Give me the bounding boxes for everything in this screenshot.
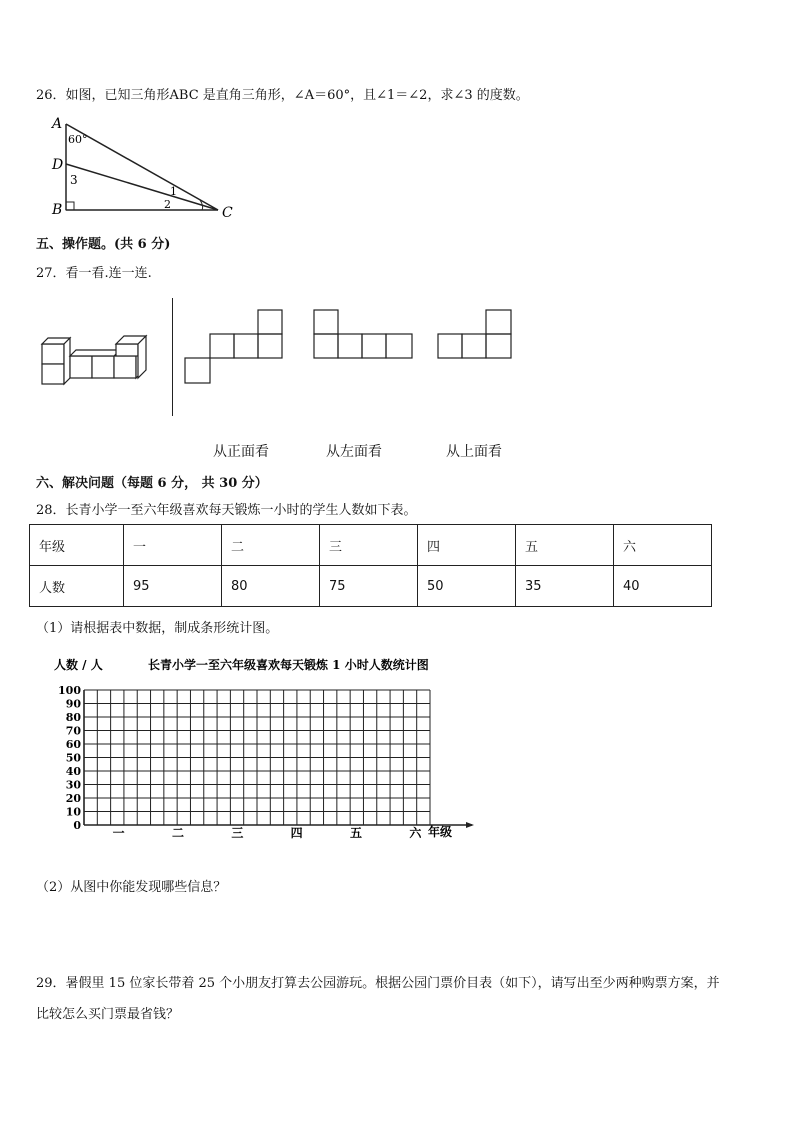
chart-ylabel: 人数 / 人 xyxy=(54,658,103,672)
table-cell: 80 xyxy=(222,566,320,607)
table-cell: 三 xyxy=(320,525,418,566)
table-cell: 40 xyxy=(614,566,712,607)
y-tick-label: 20 xyxy=(65,792,81,805)
x-tick-label: 一 xyxy=(112,826,125,840)
table-cell: 五 xyxy=(516,525,614,566)
q28-text: 28．长青小学一至六年级喜欢每天锻炼一小时的学生人数如下表。 xyxy=(36,503,417,518)
bar-chart xyxy=(30,650,490,850)
x-tick-label: 五 xyxy=(349,826,363,840)
table-cell: 六 xyxy=(614,525,712,566)
q27-text: 27．看一看.连一连. xyxy=(36,266,152,281)
data-table xyxy=(29,524,712,607)
table-cell: 50 xyxy=(418,566,516,607)
x-tick-label: 四 xyxy=(290,826,303,840)
y-tick-label: 80 xyxy=(65,711,81,724)
q29-line2: 比较怎么买门票最省钱？ xyxy=(36,1007,180,1022)
vertical-divider xyxy=(172,298,173,416)
table-cell: 二 xyxy=(222,525,320,566)
label-1: 1 xyxy=(170,185,177,198)
x-tick-label: 三 xyxy=(231,826,244,840)
y-tick-label: 50 xyxy=(65,751,81,765)
label-3: 3 xyxy=(70,173,78,187)
table-row xyxy=(30,525,712,566)
x-axis-arrow xyxy=(466,822,474,828)
y-tick-label: 60 xyxy=(65,738,81,751)
y-tick-label: 30 xyxy=(65,778,81,792)
table-cell: 35 xyxy=(516,566,614,607)
y-tick-label: 40 xyxy=(65,765,81,778)
table-cell: 75 xyxy=(320,566,418,607)
label-60: 60° xyxy=(68,133,88,146)
q28-part2: （2）从图中你能发现哪些信息？ xyxy=(36,880,227,895)
label-C: C xyxy=(222,205,233,221)
table-cell: 一 xyxy=(124,525,222,566)
y-tick-label: 90 xyxy=(65,697,81,711)
chart-title: 长青小学一至六年级喜欢每天锻炼 1 小时人数统计图 xyxy=(148,658,429,672)
front-view-figure xyxy=(183,308,285,386)
q29-line1: 29．暑假里 15 位家长带着 25 个小朋友打算去公园游玩。根据公园门票价目表（如下），请写出至少两种购票方案，并 xyxy=(36,976,720,991)
label-2: 2 xyxy=(164,198,171,211)
y-tick-label: 10 xyxy=(65,805,81,819)
view-label-left: 从左面看 xyxy=(326,444,382,460)
table-cell: 四 xyxy=(418,525,516,566)
top-view-figure xyxy=(436,308,516,362)
y-tick-label: 100 xyxy=(58,684,81,697)
left-view-figure xyxy=(312,308,415,362)
table-cell: 95 xyxy=(124,566,222,607)
triangle-figure xyxy=(48,112,248,222)
q28-part1: （1）请根据表中数据，制成条形统计图。 xyxy=(36,621,279,636)
table-cell: 年级 xyxy=(30,525,124,566)
label-D: D xyxy=(52,157,64,173)
chart-xlabel: 年级 xyxy=(428,825,453,839)
section6-heading: 六、解决问题（每题 6 分， 共 30 分） xyxy=(36,476,268,491)
cube-3d-figure xyxy=(38,330,158,386)
x-tick-label: 二 xyxy=(171,826,185,840)
view-label-front: 从正面看 xyxy=(213,444,269,460)
view-label-top: 从上面看 xyxy=(446,444,502,460)
table-row xyxy=(30,566,712,607)
y-tick-label: 0 xyxy=(73,819,81,832)
table-cell: 人数 xyxy=(30,566,124,607)
label-A: A xyxy=(52,116,63,132)
section5-heading: 五、操作题。(共 6 分) xyxy=(36,237,171,252)
label-B: B xyxy=(52,202,63,218)
q26-text: 26．如图，已知三角形ABC 是直角三角形，∠A＝60°，且∠1＝∠2，求∠3 的度数。 xyxy=(36,88,529,103)
x-tick-label: 六 xyxy=(409,826,422,840)
y-tick-label: 70 xyxy=(65,724,81,738)
